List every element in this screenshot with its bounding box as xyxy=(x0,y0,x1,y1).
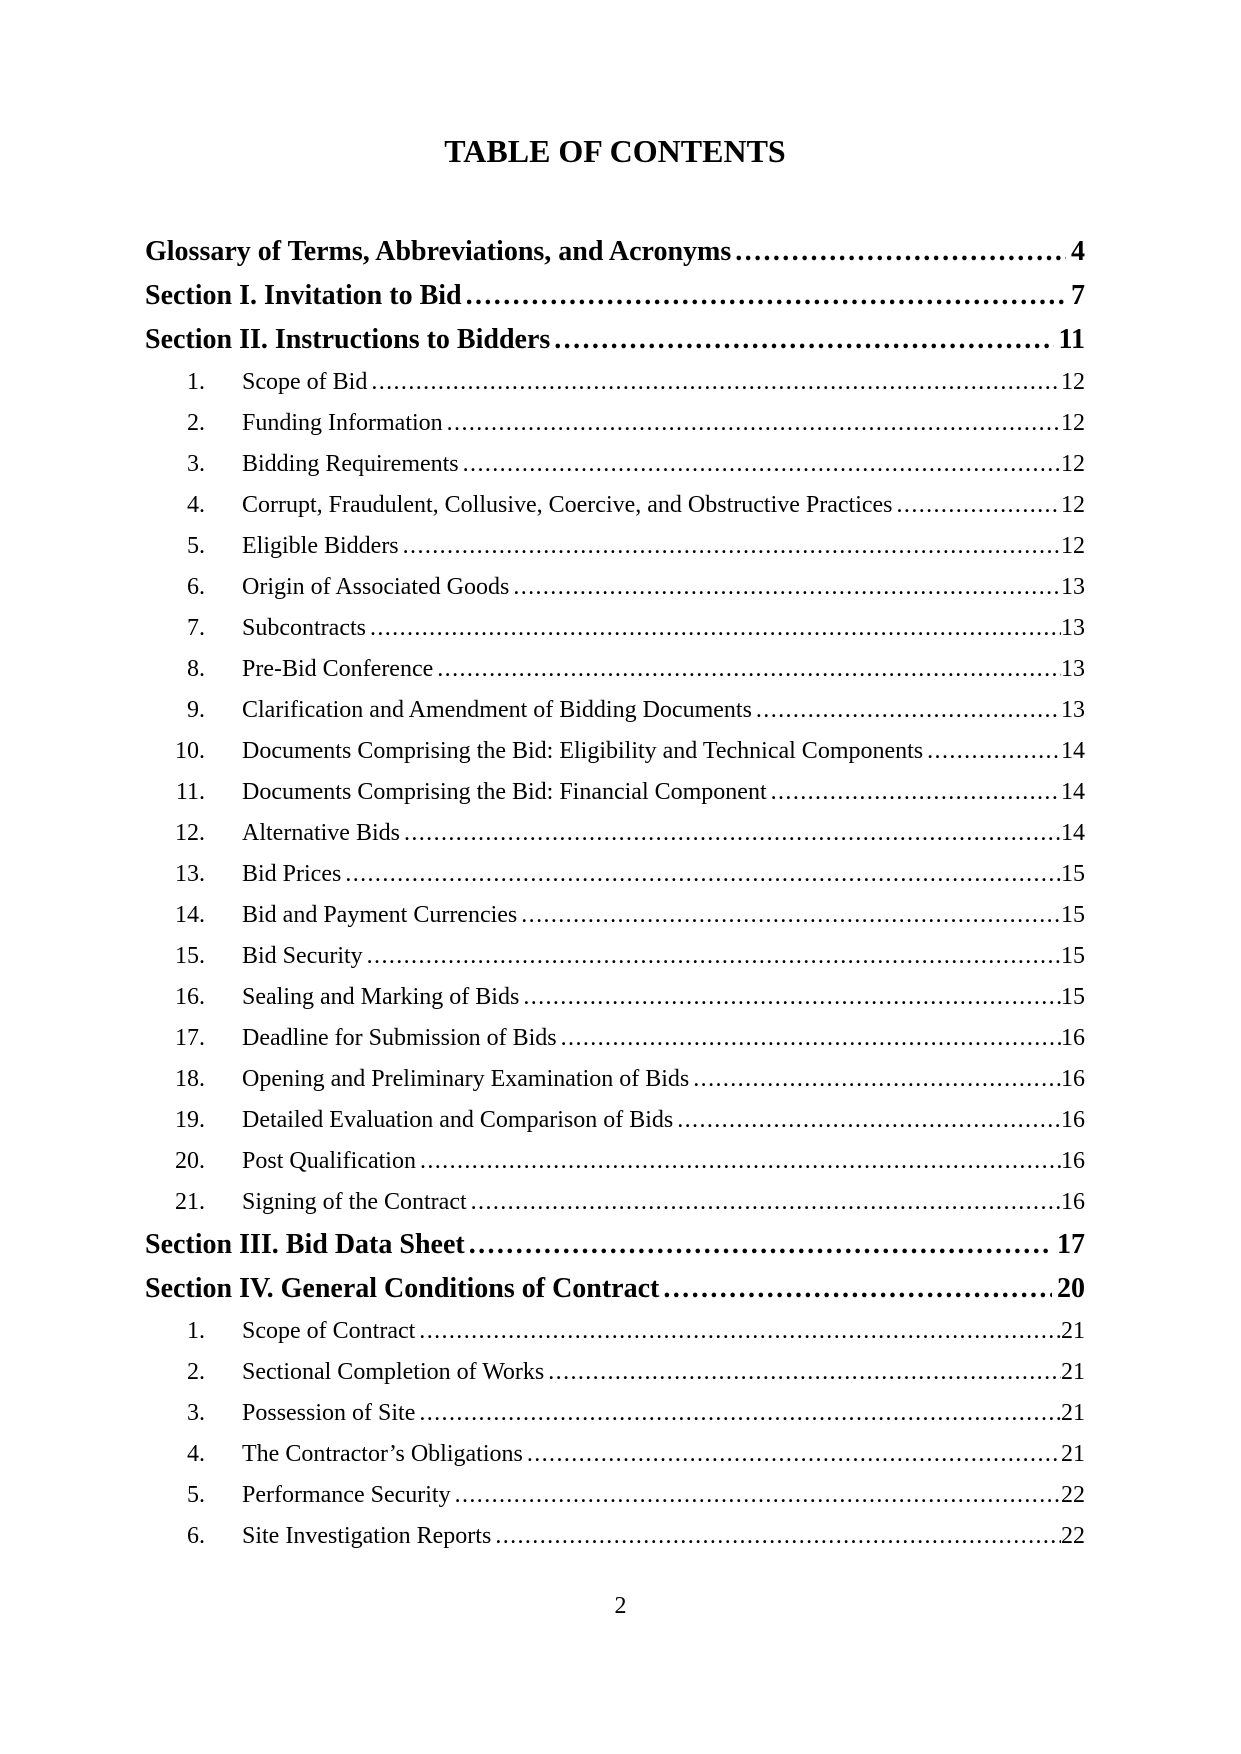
toc-entry-label: Origin of Associated Goods xyxy=(242,574,510,600)
toc-entry-number: 4. xyxy=(187,1441,205,1467)
toc-entry-number: 1. xyxy=(187,1318,205,1344)
toc-dot-leader xyxy=(370,608,1061,649)
toc-entry-number: 10. xyxy=(175,738,205,764)
toc-entry-page: 16 xyxy=(1061,1189,1085,1215)
toc-dot-leader xyxy=(693,1059,1061,1100)
toc-dot-leader xyxy=(419,1393,1061,1434)
toc-entry-number: 8. xyxy=(187,656,205,682)
toc-dot-leader xyxy=(554,318,1053,362)
toc-entry-label: Documents Comprising the Bid: Financial Component xyxy=(242,779,767,805)
toc-entry[interactable] xyxy=(145,318,1085,362)
toc-entry[interactable] xyxy=(145,362,1085,403)
toc-dot-leader xyxy=(447,403,1061,444)
toc-entry-page: 12 xyxy=(1061,369,1085,395)
toc-dot-leader xyxy=(403,526,1061,567)
toc-entry-page: 17 xyxy=(1057,1229,1085,1260)
toc-entry-label: Section II. Instructions to Bidders xyxy=(145,324,551,355)
toc-entry-label: Clarification and Amendment of Bidding Documents xyxy=(242,697,752,723)
toc-dot-leader xyxy=(548,1352,1061,1393)
toc-dot-leader xyxy=(677,1100,1061,1141)
toc-entry-page: 7 xyxy=(1071,280,1085,311)
toc-entry-number: 6. xyxy=(187,574,205,600)
toc-dot-leader xyxy=(735,230,1066,274)
toc-entry-label: Documents Comprising the Bid: Eligibility and Technical Components xyxy=(242,738,924,764)
toc-entry[interactable] xyxy=(145,444,1085,485)
toc-entry[interactable] xyxy=(145,1311,1085,1352)
toc-entry-number: 5. xyxy=(187,533,205,559)
toc-dot-leader xyxy=(471,1182,1061,1223)
toc-entry-label: Bid and Payment Currencies xyxy=(242,902,518,928)
toc-entry-page: 13 xyxy=(1061,697,1085,723)
toc-entry[interactable] xyxy=(145,1059,1085,1100)
toc-entry-page: 14 xyxy=(1061,779,1085,805)
toc-entry-number: 14. xyxy=(175,902,205,928)
toc-entry-page: 22 xyxy=(1061,1482,1085,1508)
toc-entry[interactable] xyxy=(145,731,1085,772)
toc-entry-label: Funding Information xyxy=(242,410,443,436)
toc-entry-number: 6. xyxy=(187,1523,205,1549)
toc-entry-label: Scope of Bid xyxy=(242,369,368,395)
toc-entry[interactable] xyxy=(145,1100,1085,1141)
toc-dot-leader xyxy=(521,895,1061,936)
toc-entry-page: 21 xyxy=(1061,1318,1085,1344)
toc-entry-page: 15 xyxy=(1061,984,1085,1010)
toc-entry-page: 12 xyxy=(1061,410,1085,436)
toc-entry-label: Site Investigation Reports xyxy=(242,1523,492,1549)
toc-entry[interactable] xyxy=(145,608,1085,649)
toc-entry-page: 14 xyxy=(1061,820,1085,846)
toc-entry-label: Post Qualification xyxy=(242,1148,416,1174)
toc-entry-label: Possession of Site xyxy=(242,1400,416,1426)
toc-dot-leader xyxy=(756,690,1061,731)
toc-dot-leader xyxy=(927,731,1061,772)
toc-entry-number: 19. xyxy=(175,1107,205,1133)
toc-entry[interactable] xyxy=(145,813,1085,854)
toc-entry-page: 13 xyxy=(1061,615,1085,641)
toc-entry-label: Pre-Bid Conference xyxy=(242,656,434,682)
toc-entry-page: 21 xyxy=(1061,1441,1085,1467)
toc-entry[interactable] xyxy=(145,1352,1085,1393)
toc-entry[interactable] xyxy=(145,1393,1085,1434)
toc-entry-label: Scope of Contract xyxy=(242,1318,416,1344)
toc-entry-label: Performance Security xyxy=(242,1482,451,1508)
toc-entry-page: 15 xyxy=(1061,861,1085,887)
toc-entry[interactable] xyxy=(145,485,1085,526)
toc-entry-label: The Contractor’s Obligations xyxy=(242,1441,523,1467)
toc-entry-page: 11 xyxy=(1058,324,1085,355)
toc-entry-label: Eligible Bidders xyxy=(242,533,399,559)
toc-entry-number: 17. xyxy=(175,1025,205,1051)
toc-entry[interactable] xyxy=(145,1516,1085,1557)
toc-entry[interactable] xyxy=(145,230,1085,274)
toc-entry-number: 5. xyxy=(187,1482,205,1508)
toc-entry-label: Bid Security xyxy=(242,943,363,969)
toc-entry[interactable] xyxy=(145,1223,1085,1267)
toc-entry-page: 16 xyxy=(1061,1148,1085,1174)
toc-entry-page: 14 xyxy=(1061,738,1085,764)
toc-dot-leader xyxy=(561,1018,1061,1059)
toc-entry[interactable] xyxy=(145,1267,1085,1311)
toc-entry-page: 22 xyxy=(1061,1523,1085,1549)
toc-entry-number: 9. xyxy=(187,697,205,723)
toc-entry-label: Section I. Invitation to Bid xyxy=(145,280,462,311)
toc-entry-number: 4. xyxy=(187,492,205,518)
toc-entry[interactable] xyxy=(145,690,1085,731)
toc-entry-page: 16 xyxy=(1061,1107,1085,1133)
toc-dot-leader xyxy=(345,854,1061,895)
toc-entry-label: Signing of the Contract xyxy=(242,1189,467,1215)
toc-entry-page: 16 xyxy=(1061,1066,1085,1092)
page-number: 2 xyxy=(614,1593,627,1619)
toc-dot-leader xyxy=(404,813,1061,854)
toc-entry-number: 2. xyxy=(187,410,205,436)
toc-entry-number: 18. xyxy=(175,1066,205,1092)
toc-entry-page: 4 xyxy=(1071,236,1085,267)
toc-entry-label: Alternative Bids xyxy=(242,820,400,846)
toc-entry-label: Section IV. General Conditions of Contract xyxy=(145,1273,660,1304)
toc-entry-label: Bid Prices xyxy=(242,861,342,887)
toc-dot-leader xyxy=(463,444,1061,485)
toc-entry-label: Corrupt, Fraudulent, Collusive, Coercive, and Obstructive Practices xyxy=(242,492,893,518)
toc-entry-number: 1. xyxy=(187,369,205,395)
toc-entry-number: 16. xyxy=(175,984,205,1010)
toc-entry-page: 21 xyxy=(1061,1359,1085,1385)
toc-entry-label: Subcontracts xyxy=(242,615,366,641)
toc-dot-leader xyxy=(523,977,1061,1018)
toc-entry-label: Glossary of Terms, Abbreviations, and Acronyms xyxy=(145,236,732,267)
toc-entry-page: 15 xyxy=(1061,943,1085,969)
toc-entry-page: 20 xyxy=(1057,1273,1085,1304)
toc-dot-leader xyxy=(527,1434,1061,1475)
toc-entry-page: 15 xyxy=(1061,902,1085,928)
toc-dot-leader xyxy=(469,1223,1052,1267)
toc-entry-label: Deadline for Submission of Bids xyxy=(242,1025,557,1051)
toc-dot-leader xyxy=(897,485,1061,526)
toc-entry-number: 21. xyxy=(175,1189,205,1215)
toc-entry-page: 12 xyxy=(1061,533,1085,559)
toc-entry-page: 12 xyxy=(1061,492,1085,518)
toc-entry[interactable] xyxy=(145,936,1085,977)
toc-entry-number: 12. xyxy=(175,820,205,846)
toc-entry[interactable] xyxy=(145,274,1085,318)
toc-entry-page: 21 xyxy=(1061,1400,1085,1426)
toc-entry[interactable] xyxy=(145,649,1085,690)
toc-entry[interactable] xyxy=(145,772,1085,813)
toc-dot-leader xyxy=(367,936,1061,977)
toc-entry-number: 11. xyxy=(175,779,205,805)
toc-entry[interactable] xyxy=(145,403,1085,444)
toc-dot-leader xyxy=(513,567,1061,608)
toc-entry-number: 13. xyxy=(175,861,205,887)
toc-entry-page: 13 xyxy=(1061,656,1085,682)
toc-entry[interactable] xyxy=(145,526,1085,567)
toc-entry-label: Detailed Evaluation and Comparison of Bids xyxy=(242,1107,674,1133)
toc-entry-number: 7. xyxy=(187,615,205,641)
toc-entry-label: Bidding Requirements xyxy=(242,451,459,477)
toc-entry-page: 13 xyxy=(1061,574,1085,600)
toc-entry-label: Section III. Bid Data Sheet xyxy=(145,1229,465,1260)
toc-dot-leader xyxy=(420,1141,1061,1182)
toc-entry[interactable] xyxy=(145,567,1085,608)
toc-entry[interactable] xyxy=(145,1434,1085,1475)
toc-dot-leader xyxy=(371,362,1061,403)
toc-dot-leader xyxy=(419,1311,1061,1352)
toc-dot-leader xyxy=(466,274,1066,318)
toc-entry[interactable] xyxy=(145,1182,1085,1223)
toc-dot-leader xyxy=(771,772,1061,813)
toc-dot-leader xyxy=(495,1516,1061,1557)
toc-entry-number: 3. xyxy=(187,451,205,477)
toc-entry-number: 20. xyxy=(175,1148,205,1174)
toc-dot-leader xyxy=(663,1267,1052,1311)
toc-entry[interactable] xyxy=(145,1475,1085,1516)
table-of-contents xyxy=(145,230,1085,1557)
toc-entry-label: Sealing and Marking of Bids xyxy=(242,984,520,1010)
toc-entry[interactable] xyxy=(145,977,1085,1018)
toc-entry[interactable] xyxy=(145,1018,1085,1059)
toc-entry-number: 3. xyxy=(187,1400,205,1426)
toc-entry[interactable] xyxy=(145,1141,1085,1182)
page-title: TABLE OF CONTENTS xyxy=(444,133,786,169)
toc-entry-number: 2. xyxy=(187,1359,205,1385)
toc-entry-number: 15. xyxy=(175,943,205,969)
toc-entry-page: 16 xyxy=(1061,1025,1085,1051)
toc-entry-page: 12 xyxy=(1061,451,1085,477)
toc-entry[interactable] xyxy=(145,895,1085,936)
toc-dot-leader xyxy=(455,1475,1061,1516)
toc-dot-leader xyxy=(437,649,1061,690)
toc-entry-label: Opening and Preliminary Examination of Bids xyxy=(242,1066,690,1092)
toc-entry[interactable] xyxy=(145,854,1085,895)
toc-entry-label: Sectional Completion of Works xyxy=(242,1359,545,1385)
